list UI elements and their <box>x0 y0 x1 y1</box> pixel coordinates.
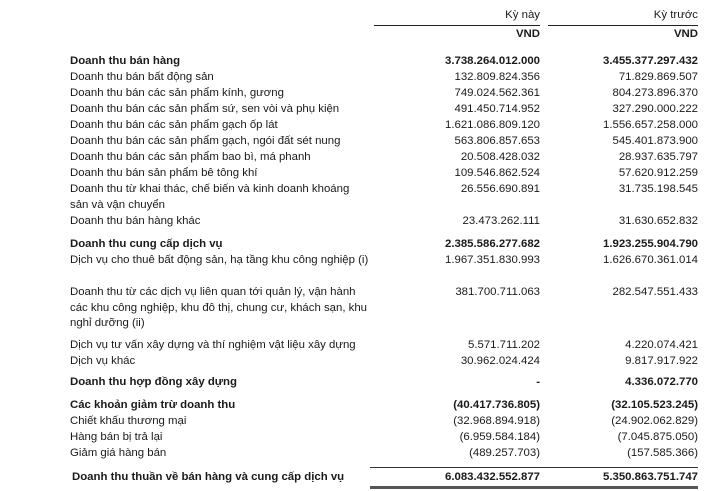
previous-value: 3.455.377.297.432 <box>602 55 698 67</box>
current-value: 6.083.432.552.877 <box>444 471 540 483</box>
current-value: 749.024.562.361 <box>454 87 540 99</box>
header-divider <box>374 25 540 26</box>
previous-value: 5.350.863.751.747 <box>602 471 698 483</box>
previous-period-label: Kỳ trước <box>653 9 698 21</box>
previous-value: 1.556.657.258.000 <box>602 119 698 131</box>
current-value: 563.806.857.653 <box>454 135 540 147</box>
row-label: Doanh thu bán hàng <box>70 55 181 67</box>
row-label: Hàng bán bị trả lại <box>70 431 163 443</box>
row-label: Doanh thu bán bất động sản <box>70 71 214 83</box>
current-value: 491.450.714.952 <box>454 103 540 115</box>
current-value: 132.809.824.356 <box>454 71 540 83</box>
current-value: (32.968.894.918) <box>453 415 540 427</box>
previous-value: 1.626.670.361.014 <box>602 254 698 266</box>
current-value: 1.621.086.809.120 <box>444 119 540 131</box>
row-label: Doanh thu cung cấp dịch vụ <box>70 238 223 250</box>
row-label: Doanh thu từ các dịch vụ liên quan tới quản lý, vận hành các khu công nghiệp, khu đô thị, chung cư, khách sạn, khu nghỉ dưỡng (ii) <box>70 286 368 329</box>
current-value: (489.257.703) <box>469 447 540 459</box>
current-value: 20.508.428.032 <box>460 151 540 163</box>
previous-value: 4.336.072.770 <box>625 376 698 388</box>
current-period-label: Kỳ này <box>505 9 540 21</box>
currency-previous: VND <box>673 28 698 40</box>
current-value: - <box>536 376 540 388</box>
previous-value: 327.290.000.222 <box>612 103 698 115</box>
row-label: Doanh thu bán sản phẩm bê tông khí <box>70 167 258 179</box>
previous-value: (157.585.366) <box>627 447 698 459</box>
row-label: Doanh thu thuần về bán hàng và cung cấp dịch vụ <box>72 471 345 483</box>
current-value: 3.738.264.012.000 <box>444 55 540 67</box>
current-value: 30.962.024.424 <box>460 355 540 367</box>
row-label: Các khoản giảm trừ doanh thu <box>70 399 236 411</box>
previous-value: 4.220.074.421 <box>625 339 698 351</box>
total-divider <box>505 467 698 468</box>
header-divider <box>548 25 698 26</box>
column-header-previous <box>548 8 698 42</box>
current-value: (6.959.584.184) <box>459 431 540 443</box>
current-value: 2.385.586.277.682 <box>444 238 540 250</box>
row-label: Doanh thu hợp đồng xây dựng <box>70 376 237 388</box>
previous-value: (7.045.875.050) <box>617 431 698 443</box>
previous-value: 31.630.652.832 <box>618 215 698 227</box>
previous-value: (24.902.062.829) <box>611 415 698 427</box>
column-header-current <box>374 8 540 42</box>
row-label: Doanh thu bán hàng khác <box>70 215 201 227</box>
current-value: 23.473.262.111 <box>462 215 540 227</box>
current-value: 381.700.711.063 <box>455 286 540 298</box>
previous-value: (32.105.523.245) <box>611 399 698 411</box>
previous-value: 9.817.917.922 <box>625 355 698 367</box>
current-value: (40.417.736.805) <box>453 399 540 411</box>
previous-value: 28.937.635.797 <box>618 151 698 163</box>
current-value: 5.571.711.202 <box>468 339 540 351</box>
previous-value: 71.829.869.507 <box>618 71 698 83</box>
previous-value: 282.547.551.433 <box>612 286 698 298</box>
row-label: Doanh thu bán các sản phẩm gạch ốp lát <box>70 119 278 131</box>
row-label: Doanh thu bán các sản phẩm gạch, ngói đất sét nung <box>70 135 341 147</box>
current-value: 109.546.862.524 <box>454 167 540 179</box>
row-label: Dịch vụ tư vấn xây dựng và thí nghiệm vật liệu xây dựng <box>70 339 356 351</box>
row-label: Dịch vụ cho thuê bất động sản, hạ tầng khu công nghiệp (i) <box>70 254 369 266</box>
previous-value: 57.620.912.259 <box>618 167 698 179</box>
previous-value: 1.923.255.904.790 <box>602 238 698 250</box>
row-label: Dịch vụ khác <box>70 355 136 367</box>
row-label: Doanh thu bán các sản phẩm bao bì, má phanh <box>70 151 311 163</box>
row-label: Giảm giá hàng bán <box>70 447 167 459</box>
row-label: Doanh thu bán các sản phẩm kính, gương <box>70 87 284 99</box>
previous-value: 545.401.873.900 <box>612 135 698 147</box>
row-label: Doanh thu từ khai thác, chế biến và kinh doanh khoáng sản và vận chuyển <box>70 183 350 211</box>
total-double-underline <box>505 486 698 489</box>
previous-value: 804.273.896.370 <box>612 87 698 99</box>
previous-value: 31.735.198.545 <box>618 183 698 195</box>
currency-current: VND <box>515 28 540 40</box>
row-label: Chiết khấu thương mại <box>70 415 187 427</box>
current-value: 26.556.690.891 <box>460 183 540 195</box>
row-label: Doanh thu bán các sản phẩm sứ, sen vòi và phụ kiện <box>70 103 340 115</box>
current-value: 1.967.351.830.993 <box>444 254 540 266</box>
